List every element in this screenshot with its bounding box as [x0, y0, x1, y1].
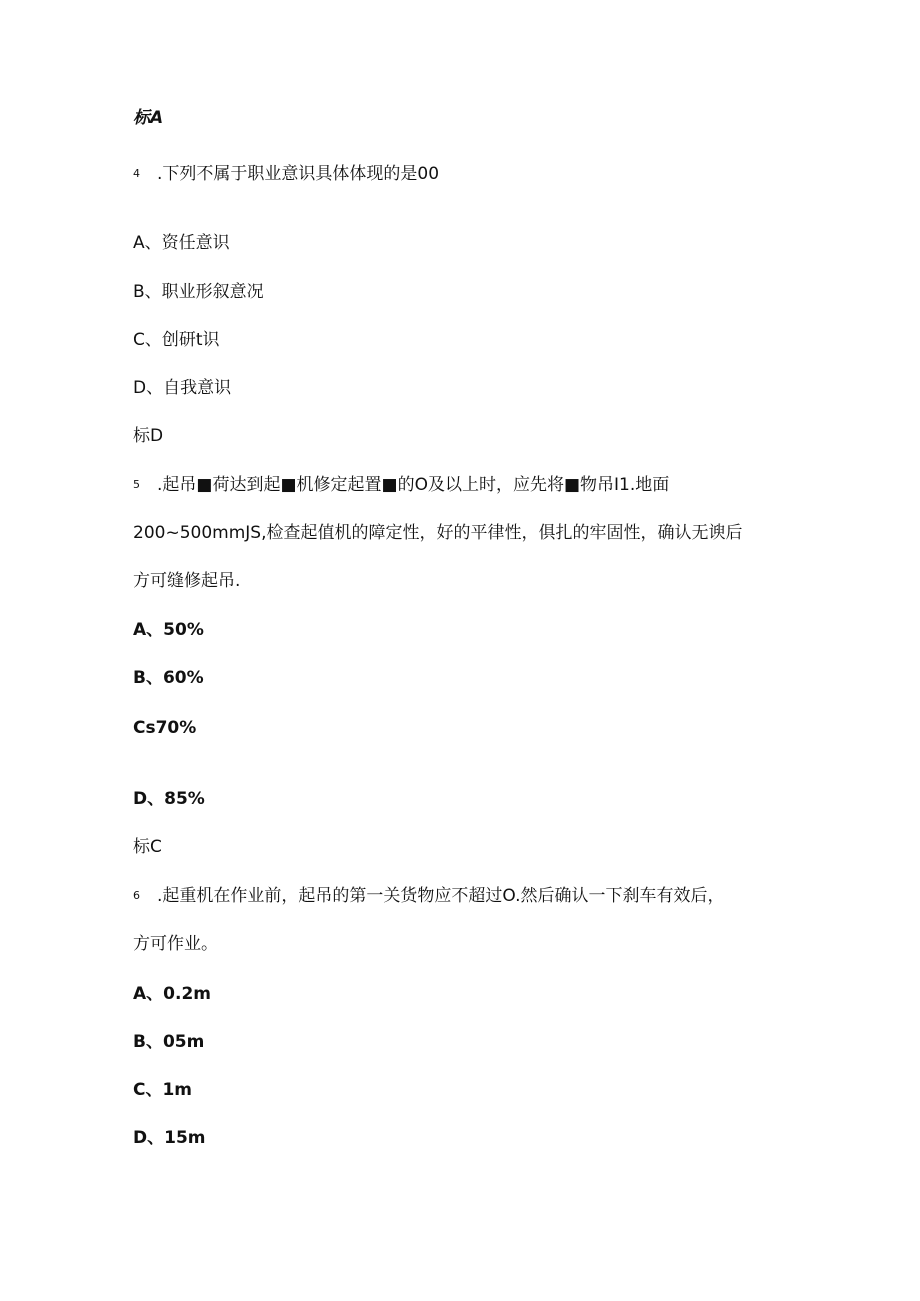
question-number: 4: [133, 167, 140, 180]
answer-a5: 标C: [133, 837, 162, 857]
option-a: A、资任意识: [133, 233, 230, 253]
question-text-line-2: 200~500mmJS,检查起值机的障定性，好的平律性，俱扎的牢固性，确认无谀后: [133, 523, 743, 543]
question-text: .下列不属于职业意识具体体现的是00: [157, 164, 440, 184]
answer-a4: 标D: [133, 426, 164, 446]
question-number: 5: [133, 478, 140, 491]
option-b: B、05m: [133, 1032, 205, 1052]
answer-a3: 标A: [133, 108, 164, 128]
option-b: B、职业形叙意况: [133, 282, 264, 302]
question-text-line-1: .起重机在作业前，起吊的第一关货物应不超过O.然后确认一下刹车有效后，: [157, 886, 725, 906]
option-c: C、创研t识: [133, 330, 220, 350]
question-text-line-1: .起吊■荷达到起■机修定起置■的O及以上时，应先将■物吊I1.地面: [157, 475, 670, 495]
option-a: A、50%: [133, 620, 204, 640]
question-number: 6: [133, 889, 140, 902]
option-c: C、1m: [133, 1080, 193, 1100]
option-d: D、85%: [133, 789, 205, 809]
option-a: A、0.2m: [133, 984, 211, 1004]
question-text-line-2: 方可作业。: [133, 934, 218, 954]
question-text-line-3: 方可缝修起吊.: [133, 571, 241, 591]
option-d: D、自我意识: [133, 378, 232, 398]
option-d: D、15m: [133, 1128, 206, 1148]
option-c: Cs70%: [133, 718, 197, 738]
option-b: B、60%: [133, 668, 204, 688]
